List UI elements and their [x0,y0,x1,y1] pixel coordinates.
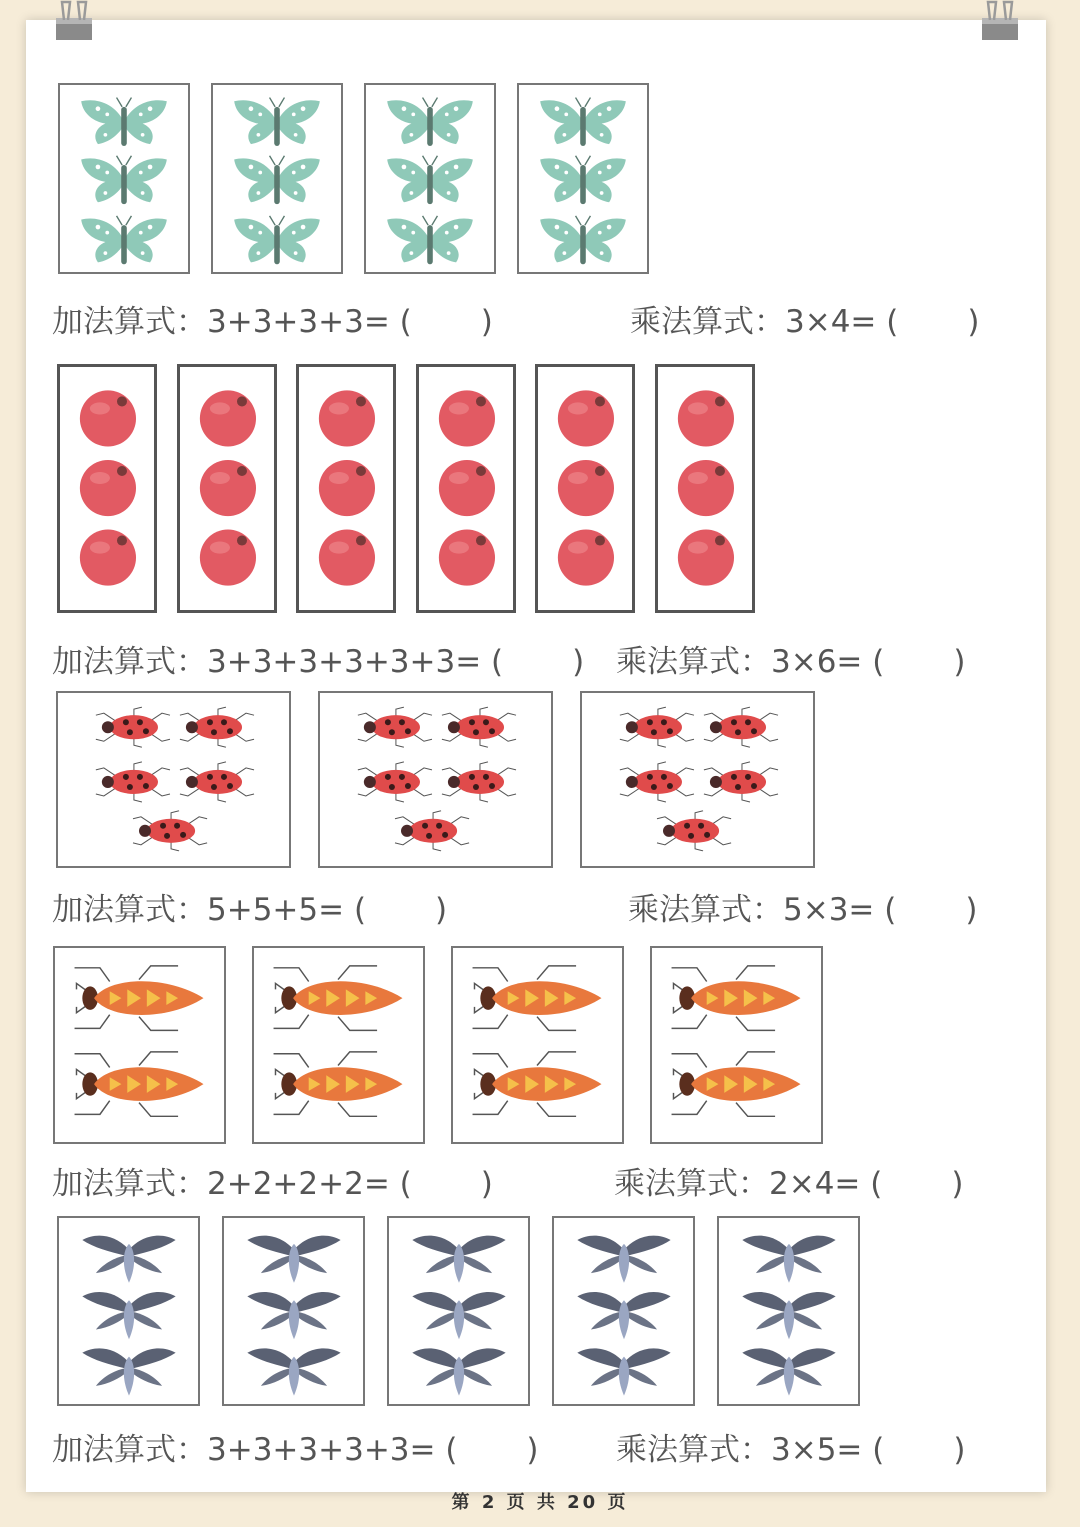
berry-icon [200,460,256,516]
moth-icon [81,98,167,146]
berry-icon [80,390,136,446]
ladybug-icon [442,707,516,747]
picture-group-box [364,83,496,274]
berry-icon [558,390,614,446]
moth-icon [387,98,473,146]
picture-group-box [655,364,755,613]
picture-group-box [57,364,157,613]
berry-icon [678,460,734,516]
gray-moth-icon [247,1292,340,1339]
gray-moth-icon [577,1348,670,1395]
picture-group-box [451,946,624,1144]
gray-moth-icon [412,1292,505,1339]
berry-icon [319,460,375,516]
beetle-icon [75,1052,204,1116]
addition-equation: 加法算式：3+3+3+3+3+3= ( ) [52,644,585,680]
picture-group-box [517,83,649,274]
beetle-icon [672,966,801,1030]
ladybug-icon [358,762,432,802]
beetle-icon [274,966,403,1030]
berry-icon [319,390,375,446]
picture-group-box [222,1216,365,1406]
picture-group-box [56,691,291,868]
picture-group-box [252,946,425,1144]
picture-group-box [58,83,190,274]
gray-moth-icon [82,1292,175,1339]
picture-group-box [416,364,516,613]
multiplication-equation: 乘法算式：3×4= ( ) [630,304,980,340]
picture-group-box [53,946,226,1144]
gray-moth-icon [247,1348,340,1395]
binder-clip-icon [978,0,1022,44]
picture-group-box [318,691,553,868]
page-number: 第 2 页 共 20 页 [451,1492,629,1513]
picture-group-box [177,364,277,613]
picture-group-box [387,1216,530,1406]
addition-equation: 加法算式：2+2+2+2= ( ) [52,1166,493,1202]
moth-icon [234,156,320,204]
picture-group-box [580,691,815,868]
picture-group-box [717,1216,860,1406]
picture-group-box [552,1216,695,1406]
ladybug-icon [96,707,170,747]
multiplication-equation: 乘法算式：3×6= ( ) [616,644,966,680]
ladybug-icon [442,762,516,802]
berry-icon [80,460,136,516]
multiplication-equation: 乘法算式：3×5= ( ) [616,1432,966,1468]
gray-moth-icon [82,1348,175,1395]
moth-icon [387,216,473,264]
moth-icon [81,156,167,204]
ladybug-icon [620,762,694,802]
addition-equation: 加法算式：5+5+5= ( ) [52,892,448,928]
berry-icon [439,530,495,586]
berry-icon [200,530,256,586]
gray-moth-icon [742,1292,835,1339]
gray-moth-icon [742,1236,835,1283]
ladybug-icon [133,811,207,851]
ladybug-icon [620,707,694,747]
moth-icon [81,216,167,264]
picture-group-box [57,1216,200,1406]
moth-icon [540,156,626,204]
picture-group-box [650,946,823,1144]
ladybug-icon [180,707,254,747]
ladybug-icon [96,762,170,802]
multiplication-equation: 乘法算式：2×4= ( ) [614,1166,964,1202]
gray-moth-icon [247,1236,340,1283]
berry-icon [200,390,256,446]
addition-equation: 加法算式：3+3+3+3= ( ) [52,304,493,340]
berry-icon [558,530,614,586]
gray-moth-icon [412,1348,505,1395]
binder-clip-icon [52,0,96,44]
beetle-icon [274,1052,403,1116]
berry-icon [678,390,734,446]
gray-moth-icon [577,1292,670,1339]
ladybug-icon [395,811,469,851]
ladybug-icon [704,707,778,747]
berry-icon [80,530,136,586]
ladybug-icon [358,707,432,747]
berry-icon [439,390,495,446]
moth-icon [387,156,473,204]
beetle-icon [672,1052,801,1116]
moth-icon [540,98,626,146]
gray-moth-icon [82,1236,175,1283]
gray-moth-icon [742,1348,835,1395]
moth-icon [540,216,626,264]
beetle-icon [75,966,204,1030]
ladybug-icon [704,762,778,802]
picture-group-box [535,364,635,613]
multiplication-equation: 乘法算式：5×3= ( ) [628,892,978,928]
beetle-icon [473,966,602,1030]
gray-moth-icon [577,1236,670,1283]
berry-icon [678,530,734,586]
addition-equation: 加法算式：3+3+3+3+3= ( ) [52,1432,539,1468]
moth-icon [234,98,320,146]
ladybug-icon [180,762,254,802]
gray-moth-icon [412,1236,505,1283]
berry-icon [319,530,375,586]
picture-group-box [211,83,343,274]
ladybug-icon [657,811,731,851]
berry-icon [439,460,495,516]
moth-icon [234,216,320,264]
beetle-icon [473,1052,602,1116]
berry-icon [558,460,614,516]
picture-group-box [296,364,396,613]
